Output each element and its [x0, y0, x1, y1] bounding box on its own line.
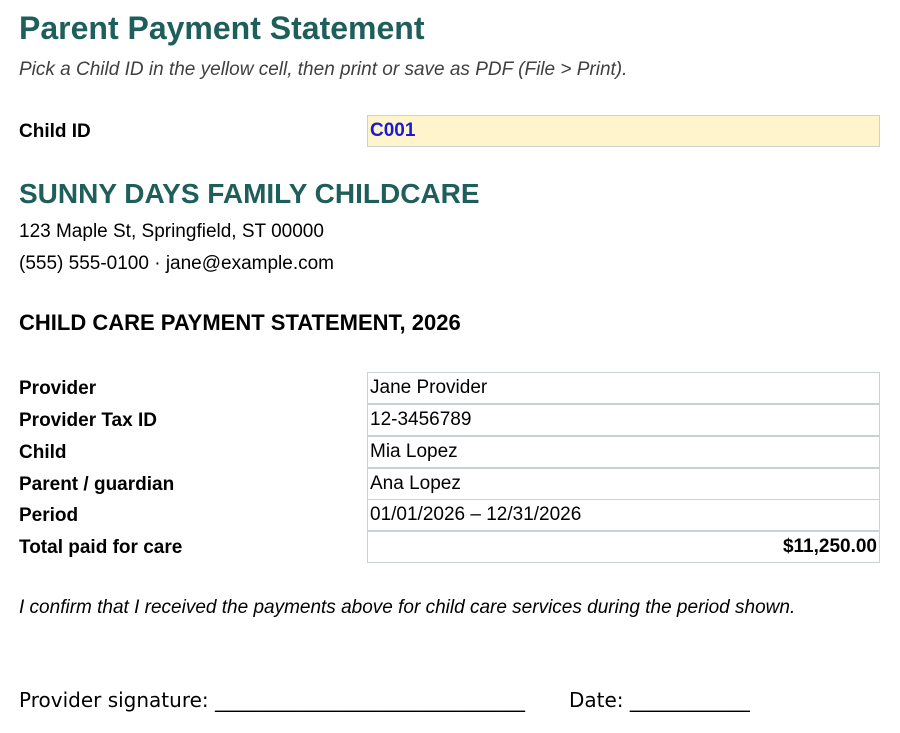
- provider-address: 123 Maple St, Springfield, ST 00000: [19, 221, 324, 242]
- row-value-cell-provider[interactable]: [367, 372, 880, 404]
- row-value-child: Mia Lopez: [370, 441, 458, 462]
- row-value-cell-provider-tax-id[interactable]: [367, 404, 880, 436]
- child-id-cell[interactable]: [367, 115, 880, 147]
- page-title: Parent Payment Statement: [19, 10, 425, 46]
- row-value-provider: Jane Provider: [370, 377, 488, 398]
- child-id-value: C001: [370, 120, 416, 141]
- date-signature-line: Date: ____________: [569, 688, 750, 712]
- row-label-total-paid: Total paid for care: [19, 537, 183, 558]
- row-label-provider-tax-id: Provider Tax ID: [19, 410, 157, 431]
- row-value-cell-parent-guardian[interactable]: [367, 468, 880, 500]
- row-label-child: Child: [19, 442, 67, 463]
- provider-contact: (555) 555-0100 · jane@example.com: [19, 253, 335, 274]
- provider-org-name: SUNNY DAYS FAMILY CHILDCARE: [19, 178, 480, 209]
- provider-signature-line: Provider signature: _______________________________: [19, 688, 526, 712]
- child-id-label: Child ID: [19, 121, 91, 142]
- row-value-total-paid: $11,250.00: [782, 536, 877, 557]
- row-value-parent-guardian: Ana Lopez: [370, 473, 461, 494]
- row-value-cell-period[interactable]: [367, 499, 880, 531]
- row-value-cell-child[interactable]: [367, 436, 880, 468]
- instructions-text: Pick a Child ID in the yellow cell, then print or save as PDF (File > Print).: [19, 59, 628, 80]
- row-label-provider: Provider: [19, 378, 97, 399]
- statement-title: CHILD CARE PAYMENT STATEMENT, 2026: [19, 310, 461, 335]
- row-value-cell-total-paid[interactable]: [367, 531, 880, 563]
- row-value-provider-tax-id: 12-3456789: [370, 409, 472, 430]
- row-label-period: Period: [19, 505, 79, 526]
- confirmation-statement: I confirm that I received the payments above for child care services during the period shown.: [19, 597, 796, 618]
- row-value-period: 01/01/2026 – 12/31/2026: [370, 504, 582, 525]
- row-label-parent-guardian: Parent / guardian: [19, 474, 175, 495]
